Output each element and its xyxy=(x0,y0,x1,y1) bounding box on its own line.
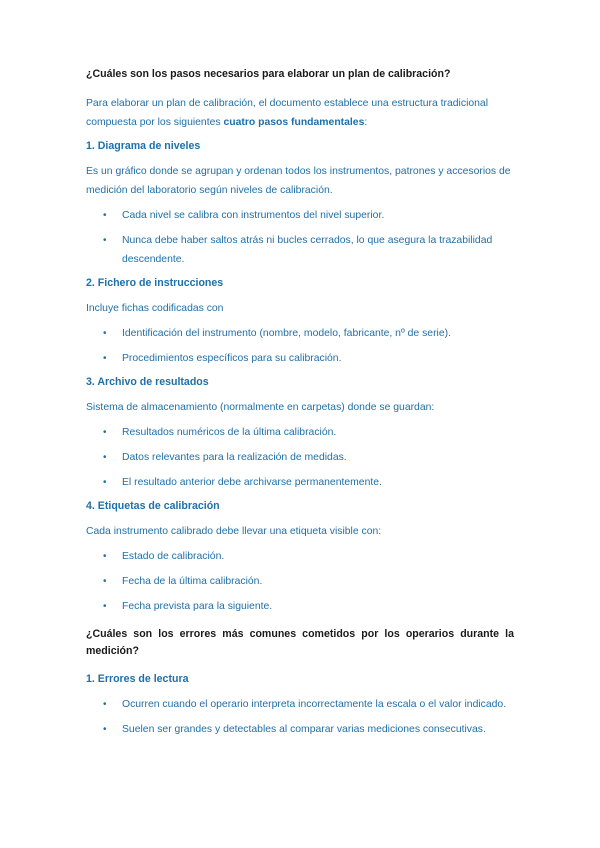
bullet-icon: • xyxy=(103,699,107,710)
list-item xyxy=(86,231,514,269)
bullet-icon: • xyxy=(103,724,107,735)
list-item-text: Ocurren cuando el operario interpreta incorrectamente la escala o el valor indicado. xyxy=(122,699,507,710)
list-item xyxy=(86,473,514,492)
list-errores-lectura xyxy=(86,695,514,739)
list-item xyxy=(86,720,514,739)
intro-bold-text: cuatro pasos fundamentales xyxy=(223,117,365,128)
heading-fichero-instrucciones: 2. Fichero de instrucciones xyxy=(86,277,224,289)
list-item xyxy=(86,695,514,714)
bullet-icon: • xyxy=(103,601,107,612)
list-etiquetas-calibracion xyxy=(86,547,514,616)
bullet-icon: • xyxy=(103,477,107,488)
bullet-icon: • xyxy=(103,353,107,364)
bullet-icon: • xyxy=(103,452,107,463)
list-item xyxy=(86,572,514,591)
question-common-errors: ¿Cuáles son los errores más comunes cometidos por los operarios durante la medición? xyxy=(86,628,514,657)
heading-diagrama-niveles: 1. Diagrama de niveles xyxy=(86,140,201,152)
intro-text: Para elaborar un plan de calibración, el documento establece una estructura tradicional compuesta por los siguientes xyxy=(86,98,489,128)
list-item-text: Procedimientos específicos para su calibración. xyxy=(122,353,342,364)
list-item xyxy=(86,448,514,467)
list-item xyxy=(86,597,514,616)
list-item xyxy=(86,349,514,368)
paragraph-etiquetas-calibracion: Cada instrumento calibrado debe llevar una etiqueta visible con: xyxy=(86,526,382,537)
paragraph-diagrama-niveles: Es un gráfico donde se agrupan y ordenan todos los instrumentos, patrones y accesorios de medición del laboratorio según niveles de calibración. xyxy=(86,166,511,196)
intro-colon: : xyxy=(364,117,368,128)
list-item-text: El resultado anterior debe archivarse permanentemente. xyxy=(122,477,382,488)
list-item-text: Fecha prevista para la siguiente. xyxy=(122,601,273,612)
bullet-icon: • xyxy=(103,328,107,339)
list-archivo-resultados xyxy=(86,423,514,492)
list-item-text: Estado de calibración. xyxy=(122,551,225,562)
list-item xyxy=(86,206,514,225)
bullet-icon: • xyxy=(103,210,107,221)
bullet-icon: • xyxy=(103,551,107,562)
bullet-icon: • xyxy=(103,427,107,438)
paragraph-fichero-instrucciones: Incluye fichas codificadas con xyxy=(86,303,224,314)
list-item xyxy=(86,324,514,343)
bullet-icon: • xyxy=(103,235,107,246)
question-calibration-plan: ¿Cuáles son los pasos necesarios para elaborar un plan de calibración? xyxy=(86,68,451,80)
list-item xyxy=(86,547,514,566)
intro-paragraph xyxy=(86,94,514,132)
list-item-text: Nunca debe haber saltos atrás ni bucles cerrados, lo que asegura la trazabilidad descendente. xyxy=(122,235,493,265)
list-item xyxy=(86,423,514,442)
heading-errores-lectura: 1. Errores de lectura xyxy=(86,673,189,685)
heading-archivo-resultados: 3. Archivo de resultados xyxy=(86,376,209,388)
list-item-text: Fecha de la última calibración. xyxy=(122,576,263,587)
paragraph-archivo-resultados: Sistema de almacenamiento (normalmente en carpetas) donde se guardan: xyxy=(86,402,435,413)
heading-etiquetas-calibracion: 4. Etiquetas de calibración xyxy=(86,500,220,512)
list-item-text: Cada nivel se calibra con instrumentos del nivel superior. xyxy=(122,210,385,221)
list-item-text: Datos relevantes para la realización de medidas. xyxy=(122,452,347,463)
list-item-text: Identificación del instrumento (nombre, modelo, fabricante, nº de serie). xyxy=(122,328,451,339)
list-item-text: Resultados numéricos de la última calibración. xyxy=(122,427,337,438)
list-item-text: Suelen ser grandes y detectables al comparar varias mediciones consecutivas. xyxy=(122,724,486,735)
list-diagrama-niveles xyxy=(86,206,514,269)
bullet-icon: • xyxy=(103,576,107,587)
list-fichero-instrucciones xyxy=(86,324,514,368)
